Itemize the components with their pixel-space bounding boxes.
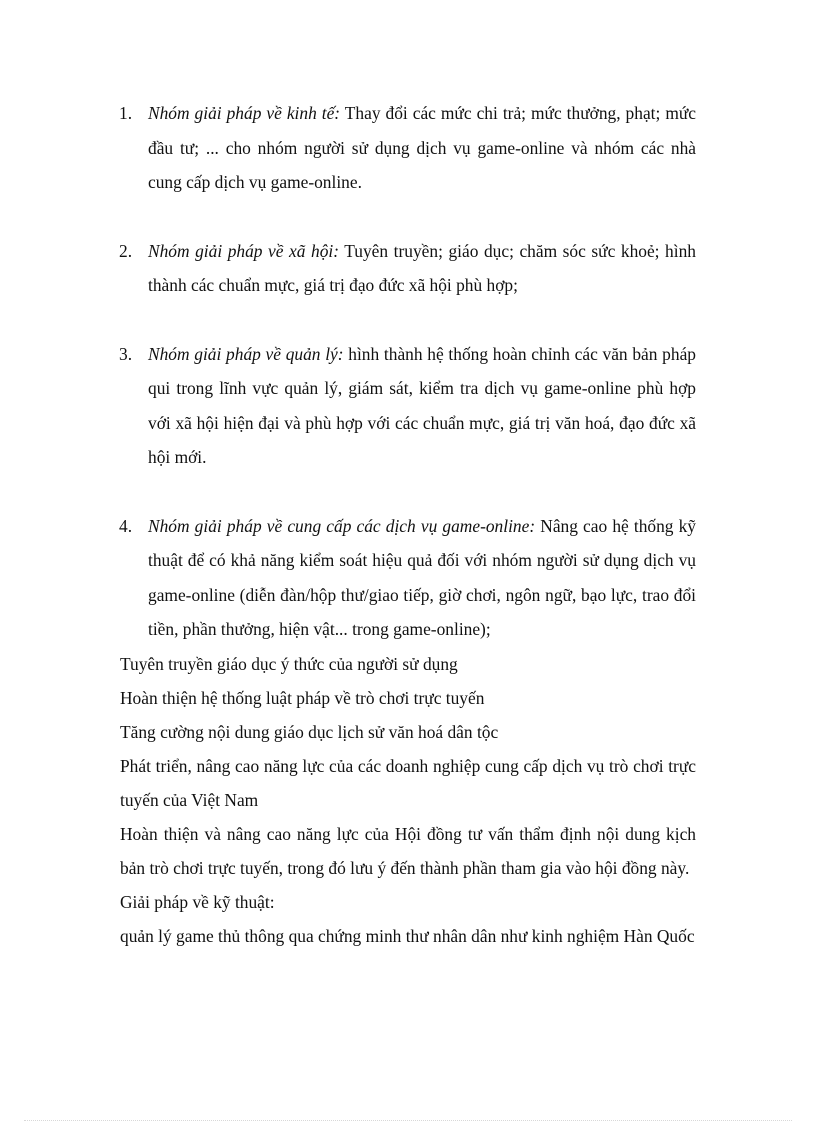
list-item-social <box>119 234 696 303</box>
paragraph: Giải pháp về kỹ thuật: <box>120 891 275 912</box>
paragraph: Phát triển, nâng cao năng lực của các doanh nghiệp cung cấp dịch vụ trò chơi trực tuyến của Việt Nam <box>120 755 696 810</box>
item-lead: Nhóm giải pháp về xã hội: <box>148 240 340 261</box>
item-text: Nâng cao hệ thống kỹ thuật để có khả năng kiểm soát hiệu quả đối với nhóm người sử dụng dịch vụ game-online (diễn đàn/hộp thư/giao tiếp, giờ chơi, ngôn ngữ, bạo lực, trao đổi tiền, phần thưởng, hiện vật... trong game-online); <box>148 515 696 639</box>
item-text: Tuyên truyền; giáo dục; chăm sóc sức khoẻ; hình thành các chuẩn mực, giá trị đạo đức xã hội phù hợp; <box>148 240 696 295</box>
list-number: 4. <box>119 515 133 536</box>
paragraph: quản lý game thủ thông qua chứng minh thư nhân dân như kinh nghiệm Hàn Quốc <box>120 925 695 946</box>
paragraph: Tăng cường nội dung giáo dục lịch sử văn hoá dân tộc <box>120 721 499 742</box>
document-page <box>0 96 816 953</box>
item-text: Thay đổi các mức chi trả; mức thưởng, phạt; mức đầu tư; ... cho nhóm người sử dụng dịch vụ game-online và nhóm các nhà cung cấp dịch vụ game-online. <box>148 103 696 192</box>
solution-list <box>0 96 816 647</box>
list-item-service <box>119 509 696 647</box>
list-item-economic <box>119 96 696 200</box>
list-number: 3. <box>119 343 133 364</box>
list-item-management <box>119 337 696 475</box>
list-number: 1. <box>119 103 133 123</box>
paragraph: Hoàn thiện và nâng cao năng lực của Hội đồng tư vấn thẩm định nội dung kịch bản trò chơi trực tuyến, trong đó lưu ý đến thành phần tham gia vào hội đồng này. <box>120 823 696 878</box>
page-bottom-divider <box>24 1120 792 1121</box>
paragraph: Hoàn thiện hệ thống luật pháp về trò chơi trực tuyến <box>120 687 485 708</box>
item-text: hình thành hệ thống hoàn chỉnh các văn bản pháp qui trong lĩnh vực quản lý, giám sát, kiểm tra dịch vụ game-online phù hợp với xã hội hiện đại và phù hợp với các chuẩn mực, giá trị văn hoá, đạo đức xã hội mới. <box>148 343 696 467</box>
list-number: 2. <box>119 240 133 261</box>
item-lead: Nhóm giải pháp về cung cấp các dịch vụ game-online: <box>148 515 536 536</box>
paragraph-block <box>120 647 696 953</box>
item-lead: Nhóm giải pháp về kinh tế: <box>148 103 341 123</box>
item-lead: Nhóm giải pháp về quản lý: <box>148 343 344 364</box>
paragraph: Tuyên truyền giáo dục ý thức của người sử dụng <box>120 653 458 674</box>
